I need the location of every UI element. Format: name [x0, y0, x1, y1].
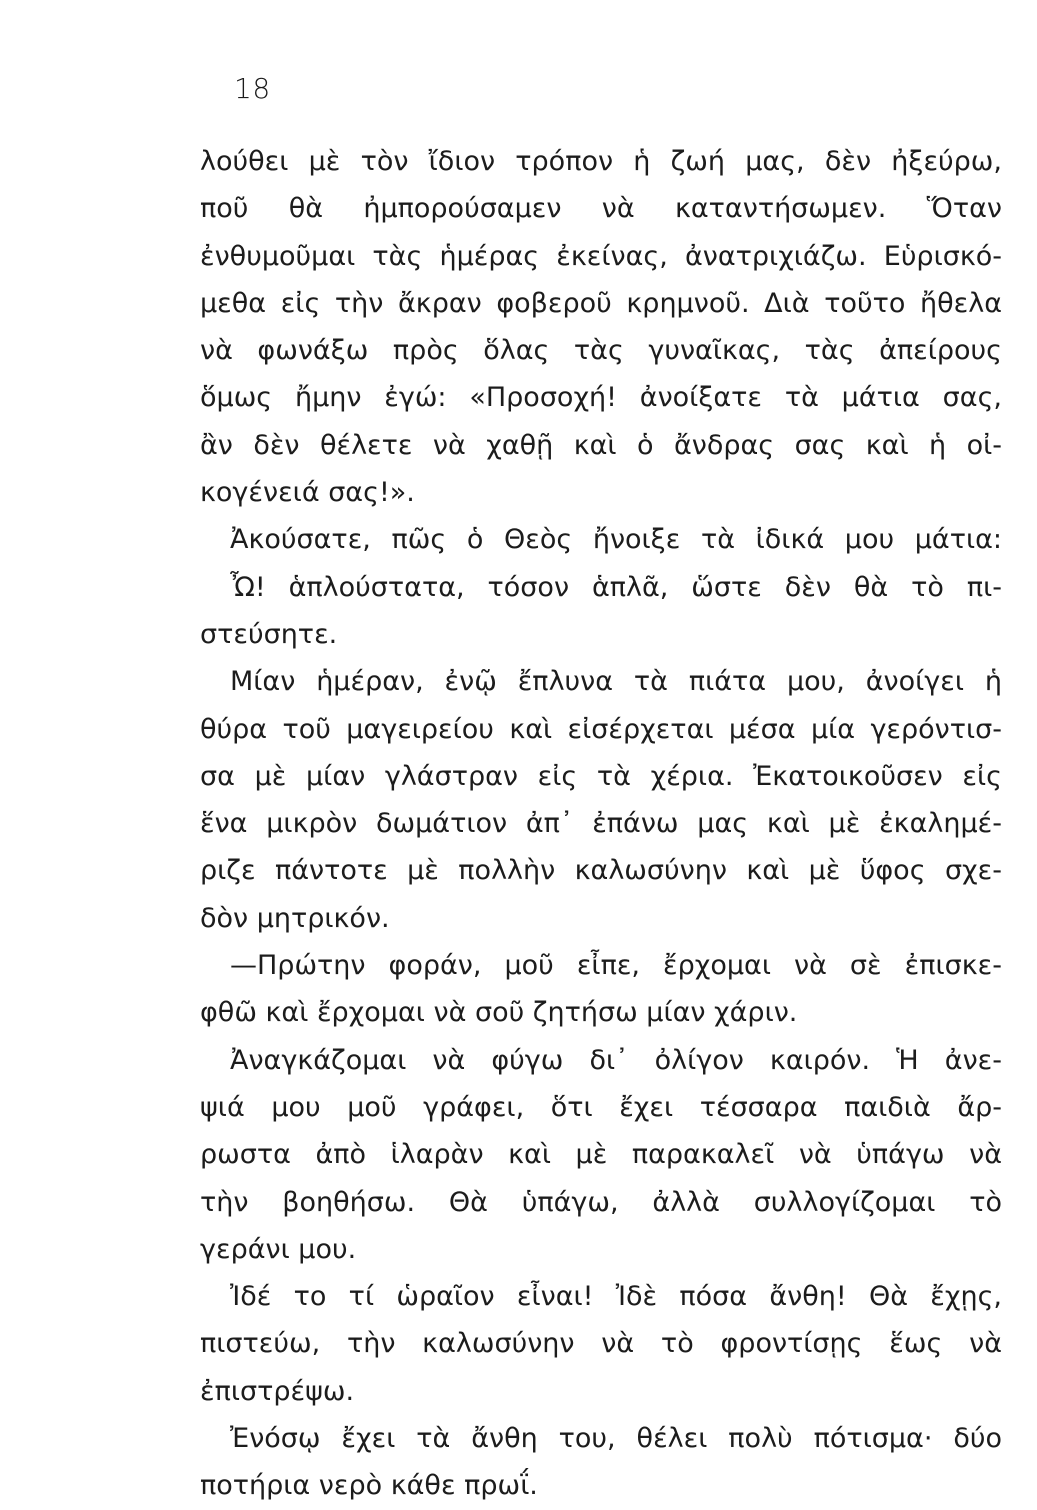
- text-line: Μίαν ἡμέραν, ἐνῷ ἔπλυνα τὰ πιάτα μου, ἀνοίγει ἡ: [230, 666, 1002, 698]
- text-line: τὴν βοηθήσω. Θὰ ὑπάγω, ἀλλὰ συλλογίζομαι τὸ: [200, 1186, 1002, 1218]
- text-line: Ἰδέ το τί ὡραῖον εἶναι! Ἰδὲ πόσα ἄνθη! Θὰ ἔχῃς,: [230, 1281, 1002, 1313]
- text-line: γεράνι μου.: [200, 1233, 357, 1265]
- text-line: πιστεύω, τὴν καλωσύνην νὰ τὸ φροντίσῃς ἕως νὰ: [200, 1328, 1002, 1360]
- text-line: κογένειά σας!».: [200, 477, 415, 509]
- text-line: ριζε πάντοτε μὲ πολλὴν καλωσύνην καὶ μὲ ὕφος σχε-: [200, 855, 1002, 887]
- text-line: ἐπιστρέψω.: [200, 1375, 355, 1407]
- text-line: Ὦ! ἁπλούστατα, τόσον ἁπλᾶ, ὥστε δὲν θὰ τὸ πι-: [230, 571, 1002, 603]
- text-line: μεθα εἰς τὴν ἄκραν φοβεροῦ κρημνοῦ. Διὰ τοῦτο ἤθελα: [200, 287, 1002, 319]
- text-line: θύρα τοῦ μαγειρείου καὶ εἰσέρχεται μέσα μία γερόντισ-: [200, 713, 1002, 745]
- page-number: 18: [234, 72, 271, 105]
- text-line: σα μὲ μίαν γλάστραν εἰς τὰ χέρια. Ἐκατοικοῦσεν εἰς: [200, 760, 1002, 792]
- body-text: [200, 138, 1002, 1510]
- text-line: νὰ φωνάξω πρὸς ὅλας τὰς γυναῖκας, τὰς ἀπείρους: [200, 335, 1002, 367]
- text-line: Ἐνόσῳ ἔχει τὰ ἄνθη του, θέλει πολὺ πότισμα· δύο: [230, 1423, 1002, 1455]
- text-line: ψιά μου μοῦ γράφει, ὅτι ἔχει τέσσαρα παιδιὰ ἄρ-: [200, 1091, 1002, 1123]
- text-line: Ἀναγκάζομαι νὰ φύγω δι᾽ ὀλίγον καιρόν. Ἡ ἀνε-: [230, 1044, 1002, 1076]
- text-line: φθῶ καὶ ἔρχομαι νὰ σοῦ ζητήσω μίαν χάριν.: [200, 997, 798, 1029]
- text-line: —Πρώτην φοράν, μοῦ εἶπε, ἔρχομαι νὰ σὲ ἐπισκε-: [230, 950, 1002, 982]
- text-line: ἐνθυμοῦμαι τὰς ἡμέρας ἐκείνας, ἀνατριχιάζω. Εὑρισκό-: [200, 240, 1002, 272]
- text-line: λούθει μὲ τὸν ἴδιον τρόπον ἡ ζωή μας, δὲν ἠξεύρω,: [200, 146, 1002, 177]
- text-line: ποῦ θὰ ἠμπορούσαμεν νὰ καταντήσωμεν. Ὅταν: [200, 193, 1002, 225]
- text-line: ποτήρια νερὸ κάθε πρωΐ.: [200, 1470, 538, 1502]
- text-line: δὸν μητρικόν.: [200, 902, 390, 934]
- text-line: Ἀκούσατε, πῶς ὁ Θεὸς ἤνοιξε τὰ ἰδικά μου μάτια:: [230, 524, 1002, 556]
- text-line: ἂν δὲν θέλετε νὰ χαθῇ καὶ ὁ ἄνδρας σας καὶ ἡ οἰ-: [200, 429, 1002, 461]
- text-line: στεύσητε.: [200, 618, 338, 650]
- text-line: ρωστα ἀπὸ ἱλαρὰν καὶ μὲ παρακαλεῖ νὰ ὑπάγω νὰ: [200, 1139, 1002, 1171]
- text-line: ὅμως ἤμην ἐγώ: «Προσοχή! ἀνοίξατε τὰ μάτια σας,: [200, 382, 1002, 414]
- text-line: ἕνα μικρὸν δωμάτιον ἀπ᾽ ἐπάνω μας καὶ μὲ ἐκαλημέ-: [200, 808, 1002, 840]
